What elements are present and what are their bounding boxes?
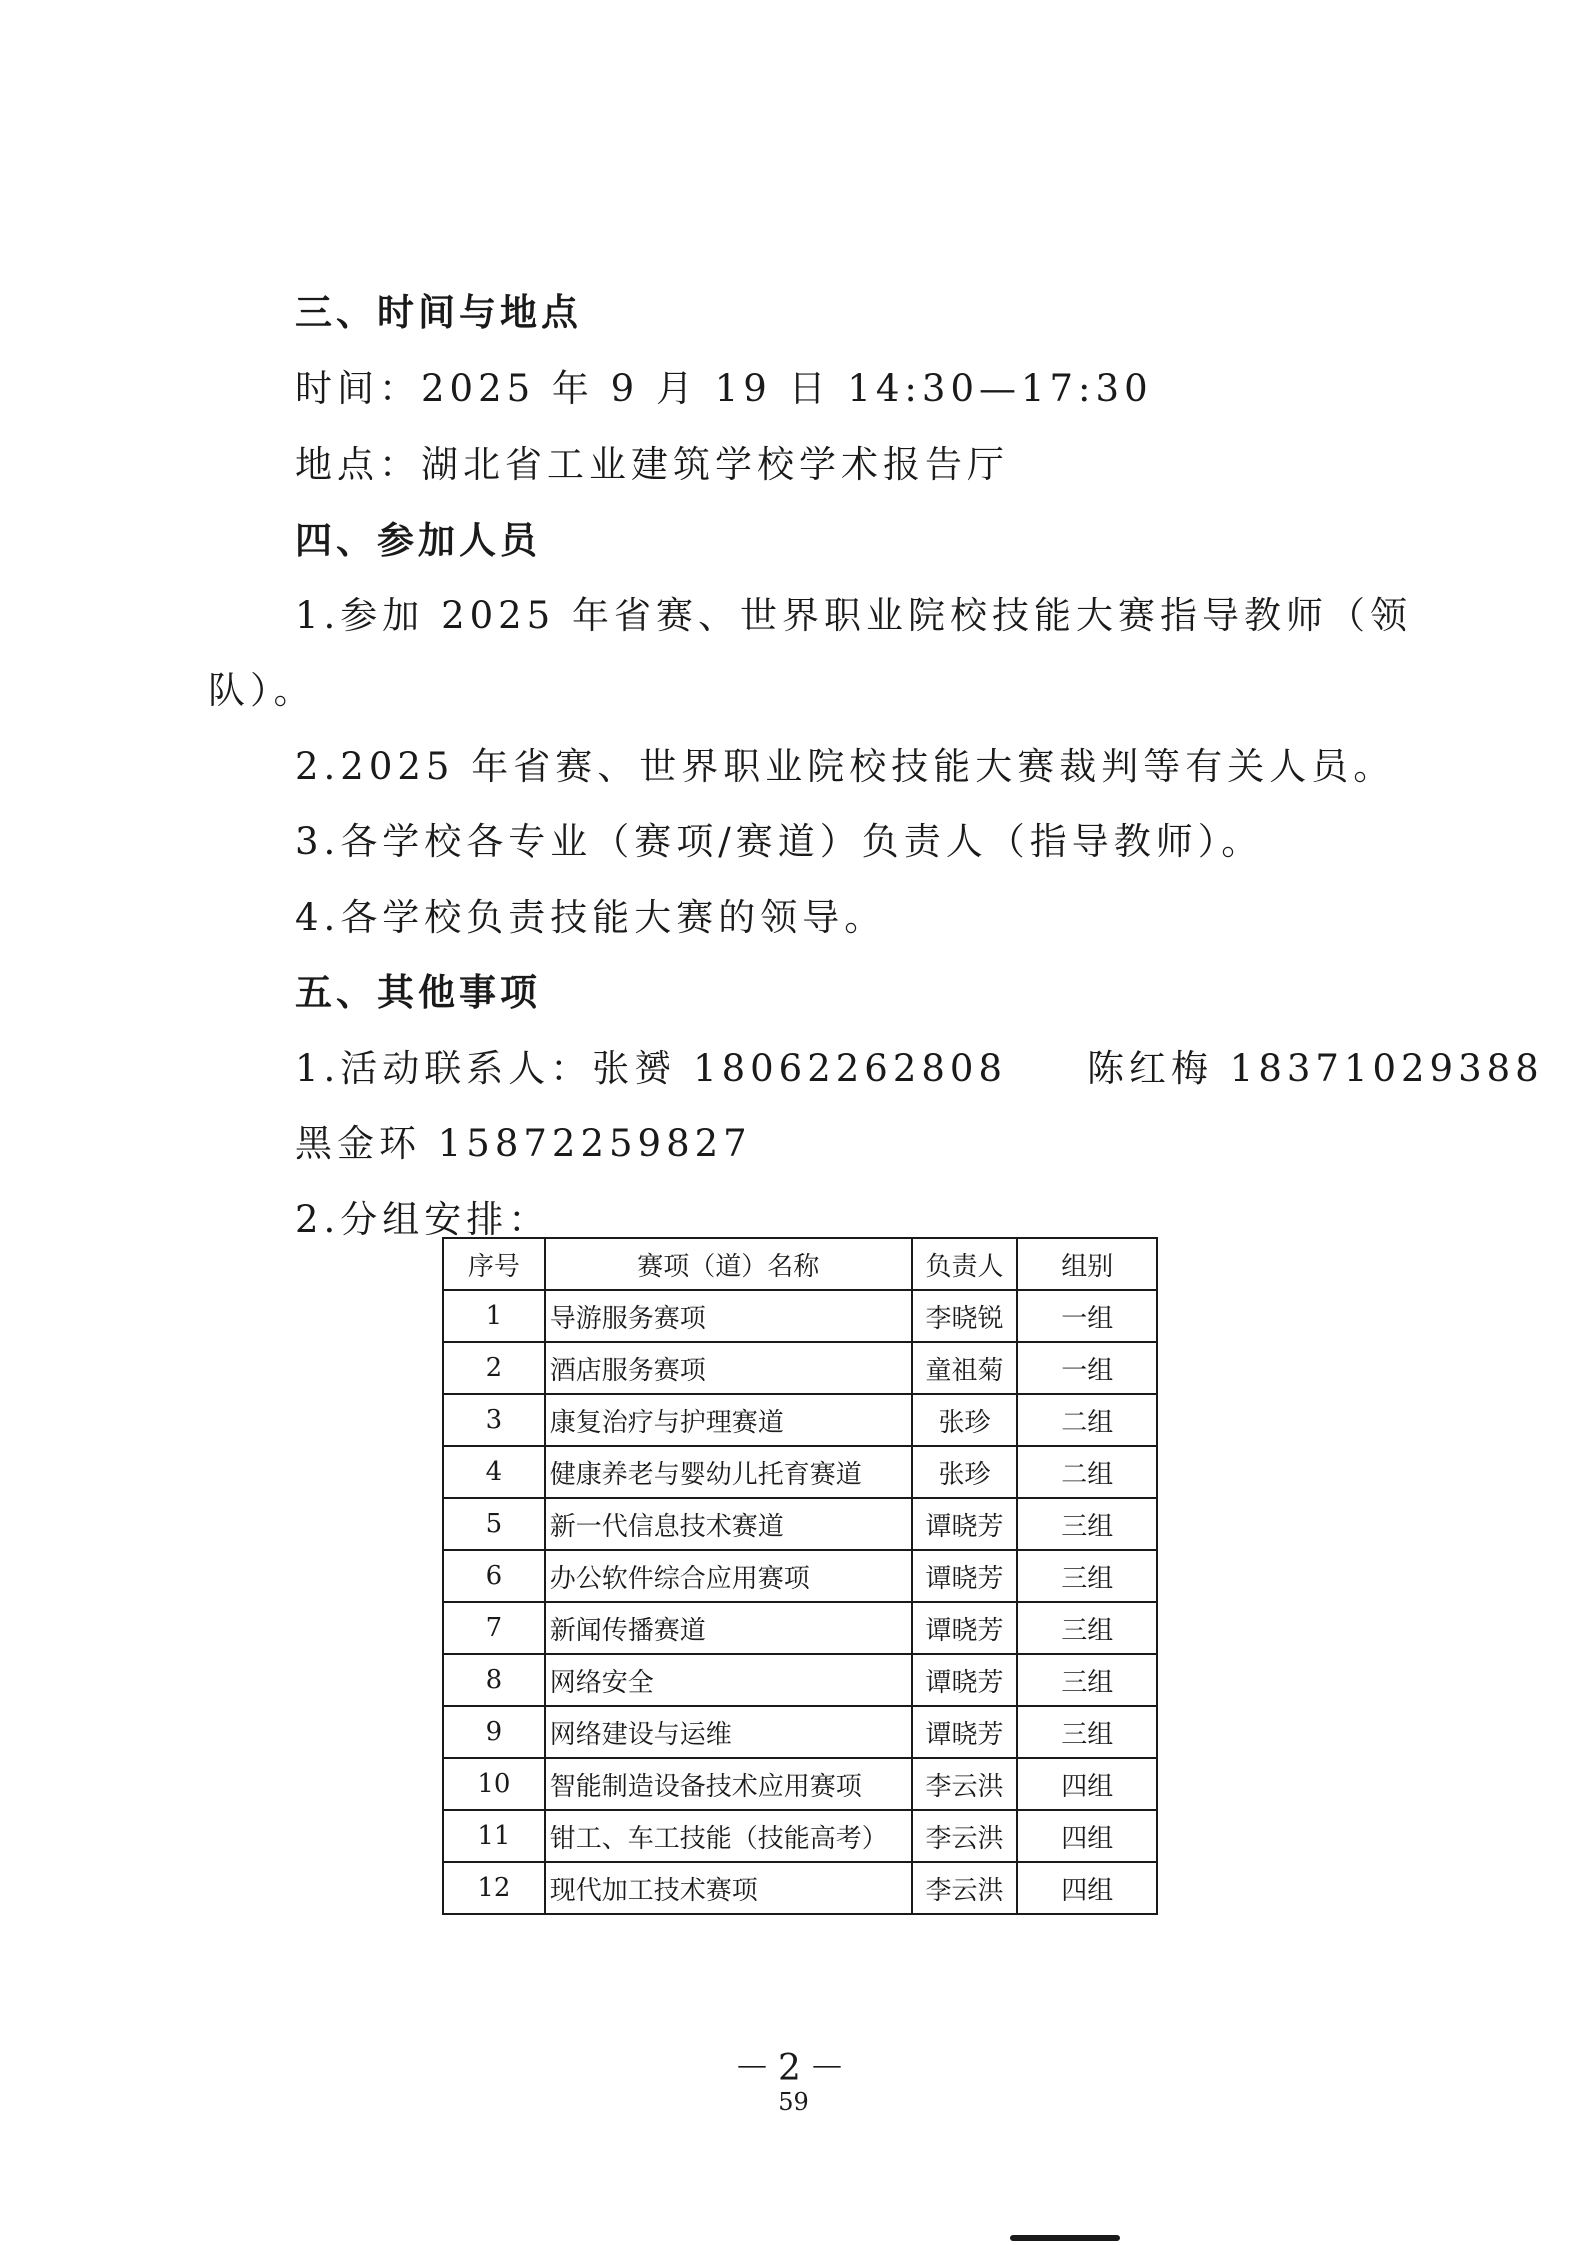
section-heading-time-place: 三、时间与地点 <box>295 291 582 334</box>
cell-index: 5 <box>443 1498 545 1550</box>
participant-item-4: 4.各学校负责技能大赛的领导。 <box>295 896 887 939</box>
contact-line <box>295 1038 1544 1092</box>
cell-group: 四组 <box>1017 1810 1157 1862</box>
table-row <box>443 1862 1157 1914</box>
group-arrangement-label: 2.分组安排： <box>295 1198 551 1241</box>
table-row <box>443 1706 1157 1758</box>
header-group: 组别 <box>1017 1238 1157 1290</box>
contact-3: 黑金环 15872259827 <box>295 1122 752 1165</box>
place-line: 地点：湖北省工业建筑学校学术报告厅 <box>295 443 1009 486</box>
cell-index: 8 <box>443 1654 545 1706</box>
table-row <box>443 1550 1157 1602</box>
cell-index: 6 <box>443 1550 545 1602</box>
participant-item-1: 1.参加 2025 年省赛、世界职业院校技能大赛指导教师（领 <box>295 594 1412 637</box>
cell-event-name: 酒店服务赛项 <box>545 1342 912 1394</box>
cell-person: 谭晓芳 <box>912 1706 1018 1758</box>
cell-person: 童祖菊 <box>912 1342 1018 1394</box>
cell-group: 三组 <box>1017 1602 1157 1654</box>
cell-event-name: 现代加工技术赛项 <box>545 1862 912 1914</box>
section-heading-other: 五、其他事项 <box>295 971 541 1014</box>
cell-event-name: 办公软件综合应用赛项 <box>545 1550 912 1602</box>
cell-group: 一组 <box>1017 1290 1157 1342</box>
cell-person: 谭晓芳 <box>912 1550 1018 1602</box>
cell-index: 9 <box>443 1706 545 1758</box>
table-row <box>443 1342 1157 1394</box>
participant-item-3: 3.各学校各专业（赛项/赛道）负责人（指导教师）。 <box>295 820 1264 863</box>
cell-index: 2 <box>443 1342 545 1394</box>
cell-person: 谭晓芳 <box>912 1498 1018 1550</box>
cell-event-name: 智能制造设备技术应用赛项 <box>545 1758 912 1810</box>
cell-event-name: 康复治疗与护理赛道 <box>545 1394 912 1446</box>
cell-event-name: 导游服务赛项 <box>545 1290 912 1342</box>
table-row <box>443 1654 1157 1706</box>
cell-index: 7 <box>443 1602 545 1654</box>
cell-person: 谭晓芳 <box>912 1654 1018 1706</box>
cell-group: 四组 <box>1017 1758 1157 1810</box>
cell-group: 一组 <box>1017 1342 1157 1394</box>
cell-index: 11 <box>443 1810 545 1862</box>
cell-person: 张珍 <box>912 1394 1018 1446</box>
cell-person: 李晓锐 <box>912 1290 1018 1342</box>
table-row <box>443 1602 1157 1654</box>
table-row <box>443 1446 1157 1498</box>
participant-item-1-continued: 队）。 <box>208 669 316 712</box>
cell-event-name: 钳工、车工技能（技能高考） <box>545 1810 912 1862</box>
table-header-row <box>443 1238 1157 1290</box>
sheet-number: 59 <box>778 2088 809 2116</box>
cell-event-name: 健康养老与婴幼儿托育赛道 <box>545 1446 912 1498</box>
page-number: －2－ <box>734 2048 853 2089</box>
table-row <box>443 1394 1157 1446</box>
cell-person: 李云洪 <box>912 1758 1018 1810</box>
cell-event-name: 新闻传播赛道 <box>545 1602 912 1654</box>
cell-event-name: 网络安全 <box>545 1654 912 1706</box>
cell-group: 二组 <box>1017 1446 1157 1498</box>
table-row <box>443 1758 1157 1810</box>
table-row <box>443 1810 1157 1862</box>
cell-event-name: 新一代信息技术赛道 <box>545 1498 912 1550</box>
cell-person: 李云洪 <box>912 1862 1018 1914</box>
cell-person: 谭晓芳 <box>912 1602 1018 1654</box>
edge-mark <box>1010 2235 1120 2241</box>
cell-group: 三组 <box>1017 1498 1157 1550</box>
cell-index: 4 <box>443 1446 545 1498</box>
header-person-in-charge: 负责人 <box>912 1238 1018 1290</box>
group-table <box>442 1237 1158 1915</box>
cell-group: 四组 <box>1017 1862 1157 1914</box>
cell-index: 3 <box>443 1394 545 1446</box>
participant-item-2: 2.2025 年省赛、世界职业院校技能大赛裁判等有关人员。 <box>295 745 1396 788</box>
cell-group: 二组 <box>1017 1394 1157 1446</box>
contact-2: 陈红梅 18371029388 <box>1087 1047 1544 1090</box>
contact-1: 1.活动联系人：张赟 18062262808 <box>295 1047 1008 1090</box>
table-row <box>443 1498 1157 1550</box>
cell-group: 三组 <box>1017 1706 1157 1758</box>
cell-person: 张珍 <box>912 1446 1018 1498</box>
header-index: 序号 <box>443 1238 545 1290</box>
cell-person: 李云洪 <box>912 1810 1018 1862</box>
cell-index: 10 <box>443 1758 545 1810</box>
cell-index: 12 <box>443 1862 545 1914</box>
table-row <box>443 1290 1157 1342</box>
time-line: 时间：2025 年 9 月 19 日 14:30—17:30 <box>295 367 1153 410</box>
cell-group: 三组 <box>1017 1550 1157 1602</box>
cell-group: 三组 <box>1017 1654 1157 1706</box>
cell-event-name: 网络建设与运维 <box>545 1706 912 1758</box>
header-event-name: 赛项（道）名称 <box>545 1238 912 1290</box>
cell-index: 1 <box>443 1290 545 1342</box>
section-heading-participants: 四、参加人员 <box>295 519 541 562</box>
